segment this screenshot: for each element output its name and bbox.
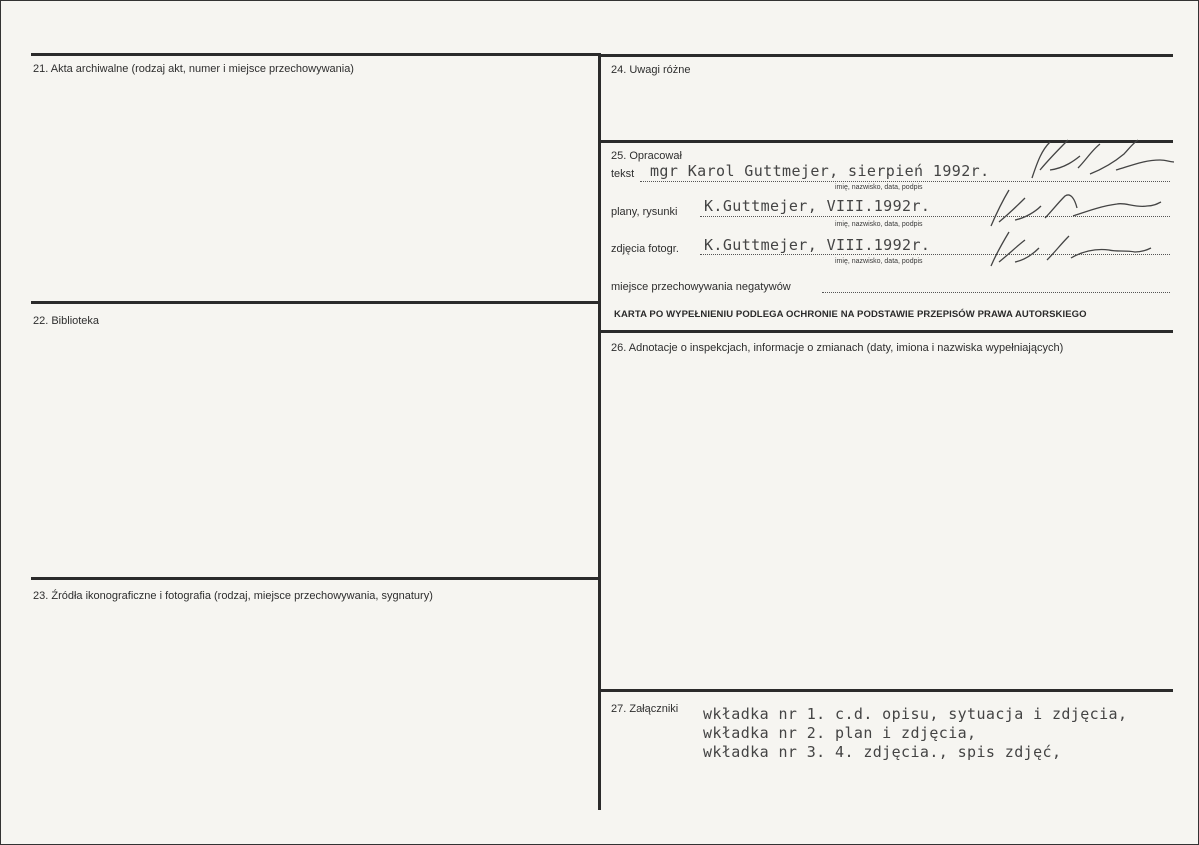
plany-hint: imię, nazwisko, data, podpis bbox=[835, 221, 923, 228]
plany-label: plany, rysunki bbox=[611, 206, 678, 218]
divider-27 bbox=[599, 689, 1173, 692]
divider-top-left bbox=[31, 53, 601, 56]
section-23-title: 23. Źródła ikonograficzne i fotografia (rodzaj, miejsce przechowywania, sygnatury) bbox=[33, 590, 433, 602]
copyright-notice: KARTA PO WYPEŁNIENIU PODLEGA OCHRONIE NA PODSTAWIE PRZEPISÓW PRAWA AUTORSKIEGO bbox=[614, 309, 1087, 320]
section-21-title: 21. Akta archiwalne (rodzaj akt, numer i miejsce przechowywania) bbox=[33, 63, 354, 75]
zdjecia-label: zdjęcia fotogr. bbox=[611, 243, 679, 255]
tekst-value: mgr Karol Guttmejer, sierpień 1992r. bbox=[650, 162, 990, 180]
section-22-title: 22. Biblioteka bbox=[33, 315, 100, 327]
zdjecia-hint: imię, nazwisko, data, podpis bbox=[835, 258, 923, 265]
divider-top-right bbox=[599, 54, 1173, 57]
signature-zdjecia bbox=[985, 222, 1155, 272]
divider-22 bbox=[31, 301, 601, 304]
divider-23 bbox=[31, 577, 601, 580]
negatywy-line bbox=[822, 292, 1170, 293]
attachment-line-2: wkładka nr 2. plan i zdjęcia, bbox=[703, 724, 977, 742]
tekst-hint: imię, nazwisko, data, podpis bbox=[835, 184, 923, 191]
section-26-title: 26. Adnotacje o inspekcjach, informacje o zmianach (daty, imiona i nazwiska wypełniających) bbox=[611, 342, 1064, 354]
plany-value: K.Guttmejer, VIII.1992r. bbox=[704, 197, 931, 215]
divider-26 bbox=[599, 330, 1173, 333]
zdjecia-value: K.Guttmejer, VIII.1992r. bbox=[704, 236, 931, 254]
column-divider bbox=[598, 54, 601, 810]
negatywy-label: miejsce przechowywania negatywów bbox=[611, 281, 791, 293]
section-25-title: 25. Opracował bbox=[611, 150, 682, 162]
signature-tekst bbox=[1020, 130, 1180, 190]
attachment-line-3: wkładka nr 3. 4. zdjęcia., spis zdjęć, bbox=[703, 743, 1062, 761]
attachment-line-1: wkładka nr 1. c.d. opisu, sytuacja i zdjęcia, bbox=[703, 705, 1128, 723]
section-24-title: 24. Uwagi różne bbox=[611, 64, 691, 76]
tekst-label: tekst bbox=[611, 168, 635, 180]
section-27-title: 27. Załączniki bbox=[611, 703, 679, 715]
